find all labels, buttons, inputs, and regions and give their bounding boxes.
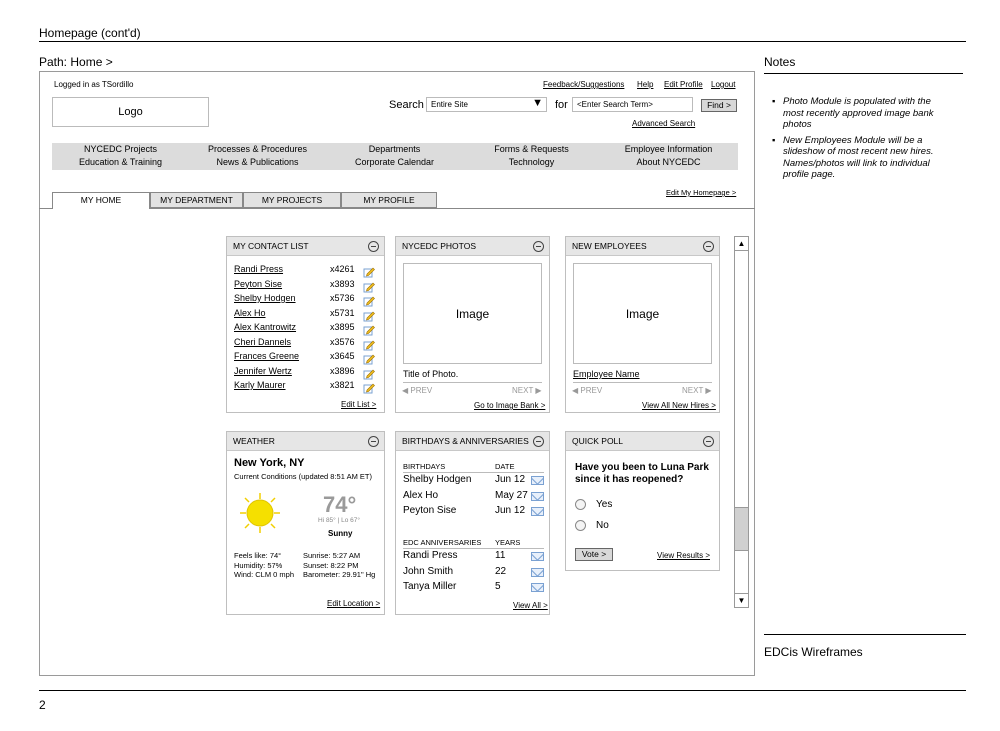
nav-item[interactable]: News & Publications xyxy=(216,157,299,167)
person-value: 22 xyxy=(495,565,507,577)
note-item: New Employees Module will be a slideshow of most recent new hires. Names/photos will link to individual profile page. xyxy=(783,134,934,180)
radio-yes[interactable] xyxy=(575,499,586,510)
photos-module xyxy=(395,236,550,413)
person-name: John Smith xyxy=(403,565,454,577)
email-icon[interactable] xyxy=(531,507,544,516)
weather-module xyxy=(226,431,385,615)
person-value: May 27 xyxy=(495,489,528,501)
breadcrumb: Path: Home > xyxy=(39,55,113,69)
contact-extension: x4261 xyxy=(330,264,355,274)
nav-item[interactable]: Departments xyxy=(368,144,421,154)
scope-value: Entire Site xyxy=(431,100,468,109)
contact-extension: x3576 xyxy=(330,336,355,347)
weather-city: New York, NY xyxy=(234,457,305,469)
next-button[interactable]: NEXT ▶ xyxy=(682,386,712,395)
weather-condition: Sunny xyxy=(328,529,353,538)
email-icon[interactable] xyxy=(531,583,544,592)
option-no-label: No xyxy=(596,520,609,531)
years-header: YEARS xyxy=(495,538,521,547)
prev-button[interactable]: ◀ PREV xyxy=(572,386,603,395)
quick-poll-module xyxy=(565,431,720,571)
edit-contact-icon[interactable] xyxy=(363,280,375,291)
new-employees-module xyxy=(565,236,720,413)
person-value: Jun 12 xyxy=(495,505,526,516)
person-name: Shelby Hodgen xyxy=(403,474,472,485)
employee-image[interactable]: Image xyxy=(573,263,712,364)
nav-item[interactable]: Technology xyxy=(508,157,555,167)
find-button[interactable]: Find > xyxy=(701,99,737,112)
person-value: 5 xyxy=(495,581,501,592)
anniversaries-header: EDC ANNIVERSARIES xyxy=(403,538,482,547)
scroll-up-icon[interactable]: ▲ xyxy=(735,237,748,251)
employee-name-link: Employee Name xyxy=(573,369,640,379)
contact-extension: x5736 xyxy=(330,293,355,303)
person-value: 11 xyxy=(495,550,506,561)
email-icon[interactable] xyxy=(531,476,544,485)
edit-contact-icon[interactable] xyxy=(363,265,375,276)
weather-updated: Current Conditions (updated 8:51 AM ET) xyxy=(234,472,372,481)
email-icon[interactable] xyxy=(531,492,544,501)
module-title: NEW EMPLOYEES xyxy=(566,237,719,256)
person-name: Randi Press xyxy=(403,550,458,561)
contact-name[interactable]: Randi Press xyxy=(234,264,284,274)
main-nav xyxy=(52,143,738,170)
logged-in-text: Logged in as TSordillo xyxy=(54,80,134,89)
collapse-icon[interactable] xyxy=(368,436,379,447)
contact-extension: x3645 xyxy=(330,351,355,361)
help-link: Help xyxy=(637,80,654,89)
search-label: Search xyxy=(389,99,424,111)
weather-hilo: Hi 85° | Lo 67° xyxy=(318,517,360,524)
logout-link: Logout xyxy=(711,80,736,89)
for-label: for xyxy=(555,99,568,111)
module-title: BIRTHDAYS & ANNIVERSARIES xyxy=(396,432,549,451)
advanced-search-link: Advanced Search xyxy=(632,119,696,128)
contact-name[interactable]: Alex Kantrowitz xyxy=(234,322,297,332)
view-results-link: View Results > xyxy=(657,551,710,560)
prev-arrow-icon: ◀ xyxy=(572,386,581,395)
footer-label: EDCis Wireframes xyxy=(764,645,863,659)
weather-temp: 74° xyxy=(323,492,357,517)
weather-left-details: Feels like: 74° Humidity: 57% Wind: CLM 0 mph xyxy=(234,551,295,579)
nav-item[interactable]: NYCEDC Projects xyxy=(83,144,157,154)
view-all-link: View All > xyxy=(513,601,548,610)
nav-item[interactable]: Forms & Requests xyxy=(494,144,569,154)
collapse-icon[interactable] xyxy=(533,241,544,252)
module-title: WEATHER xyxy=(227,432,384,451)
birthdays-header: BIRTHDAYS xyxy=(403,462,446,471)
email-icon[interactable] xyxy=(531,568,544,577)
contact-extension: x3896 xyxy=(330,365,355,376)
module-title: NYCEDC PHOTOS xyxy=(396,237,549,256)
sun-icon xyxy=(239,492,281,534)
prev-button[interactable]: ◀ PREV xyxy=(402,386,433,395)
scroll-thumb[interactable] xyxy=(735,507,748,551)
contact-extension: x3821 xyxy=(330,380,355,390)
poll-question: Have you been to Luna Park since it has reopened? xyxy=(575,462,709,485)
edit-list-link: Edit List > xyxy=(341,400,377,409)
nav-item[interactable]: Education & Training xyxy=(78,157,163,167)
next-arrow-icon: ▶ xyxy=(533,386,542,395)
edit-homepage-link: Edit My Homepage > xyxy=(666,188,737,197)
edit-contact-icon[interactable] xyxy=(363,309,375,320)
contact-extension: x3893 xyxy=(330,278,355,289)
tab-my-home[interactable]: MY HOME xyxy=(52,192,150,209)
nav-item[interactable]: Processes & Procedures xyxy=(207,144,308,154)
notes-list: ▪ Photo Module is populated with the most recently approved image bank photos ▪ New Employees Module will be a slideshow of most recent new hires. Names/photos will link to individual profile page. xyxy=(772,96,934,180)
contact-name[interactable]: Jennifer Wertz xyxy=(234,365,292,376)
date-header: DATE xyxy=(495,462,515,471)
person-value: Jun 12 xyxy=(495,474,526,485)
collapse-icon[interactable] xyxy=(368,241,379,252)
contact-name[interactable]: Peyton Sise xyxy=(234,278,283,289)
module-title: QUICK POLL xyxy=(566,432,719,451)
nav-item[interactable]: Employee Information xyxy=(624,144,713,154)
photo-image[interactable]: Image xyxy=(403,263,542,364)
note-item: Photo Module is populated with the most recently approved image bank photos xyxy=(783,96,934,130)
search-input[interactable]: <Enter Search Term> xyxy=(572,97,693,112)
contact-name[interactable]: Cheri Dannels xyxy=(234,336,292,347)
person-name: Peyton Sise xyxy=(403,505,457,516)
edit-contact-icon[interactable] xyxy=(363,381,375,392)
view-all-hires-link: View All New Hires > xyxy=(642,401,716,410)
feedback-link: Feedback/Suggestions xyxy=(543,80,625,89)
contact-extension: x5731 xyxy=(330,307,355,318)
contact-extension: x3895 xyxy=(330,322,355,332)
nav-item[interactable]: About NYCEDC xyxy=(636,157,701,167)
edit-profile-link: Edit Profile xyxy=(664,80,703,89)
photo-caption: Title of Photo. xyxy=(403,369,459,379)
person-name: Tanya Miller xyxy=(403,581,457,592)
page-title: Homepage (cont'd) xyxy=(39,26,141,40)
contact-name[interactable]: Shelby Hodgen xyxy=(234,293,296,303)
prev-arrow-icon: ◀ xyxy=(402,386,411,395)
search-scope-select[interactable] xyxy=(426,97,547,112)
tab-my-projects[interactable]: MY PROJECTS xyxy=(243,192,341,208)
person-name: Alex Ho xyxy=(403,489,439,501)
edit-contact-icon[interactable] xyxy=(363,323,375,334)
scroll-down-icon[interactable]: ▼ xyxy=(735,593,748,607)
email-icon[interactable] xyxy=(531,552,544,561)
next-button[interactable]: NEXT ▶ xyxy=(512,386,542,395)
collapse-icon[interactable] xyxy=(533,436,544,447)
contact-name[interactable]: Alex Ho xyxy=(234,307,266,318)
edit-contact-icon[interactable] xyxy=(363,338,375,349)
weather-right-details: Sunrise: 5:27 AM Sunset: 8:22 PM Barometer: 29.91" Hg xyxy=(303,551,376,579)
page-number: 2 xyxy=(39,698,46,712)
collapse-icon[interactable] xyxy=(703,436,714,447)
option-yes-label: Yes xyxy=(596,499,613,510)
module-title: MY CONTACT LIST xyxy=(227,237,384,256)
edit-contact-icon[interactable] xyxy=(363,352,375,363)
image-bank-link: Go to Image Bank > xyxy=(474,401,546,410)
collapse-icon[interactable] xyxy=(703,241,714,252)
contact-name[interactable]: Karly Maurer xyxy=(234,380,286,390)
logo[interactable]: Logo xyxy=(52,97,209,127)
tab-my-department[interactable]: MY DEPARTMENT xyxy=(150,192,243,208)
edit-contact-icon[interactable] xyxy=(363,294,375,305)
notes-title: Notes xyxy=(764,55,796,69)
edit-contact-icon[interactable] xyxy=(363,367,375,378)
edit-location-link: Edit Location > xyxy=(327,599,381,608)
next-arrow-icon: ▶ xyxy=(703,386,712,395)
nav-item[interactable]: Corporate Calendar xyxy=(354,157,435,167)
dropdown-arrow-icon: ▼ xyxy=(532,97,543,109)
radio-no[interactable] xyxy=(575,520,586,531)
tab-my-profile[interactable]: MY PROFILE xyxy=(341,192,437,208)
contact-name[interactable]: Frances Greene xyxy=(234,351,300,361)
vote-button[interactable]: Vote > xyxy=(575,548,613,561)
scrollbar[interactable] xyxy=(734,236,749,608)
